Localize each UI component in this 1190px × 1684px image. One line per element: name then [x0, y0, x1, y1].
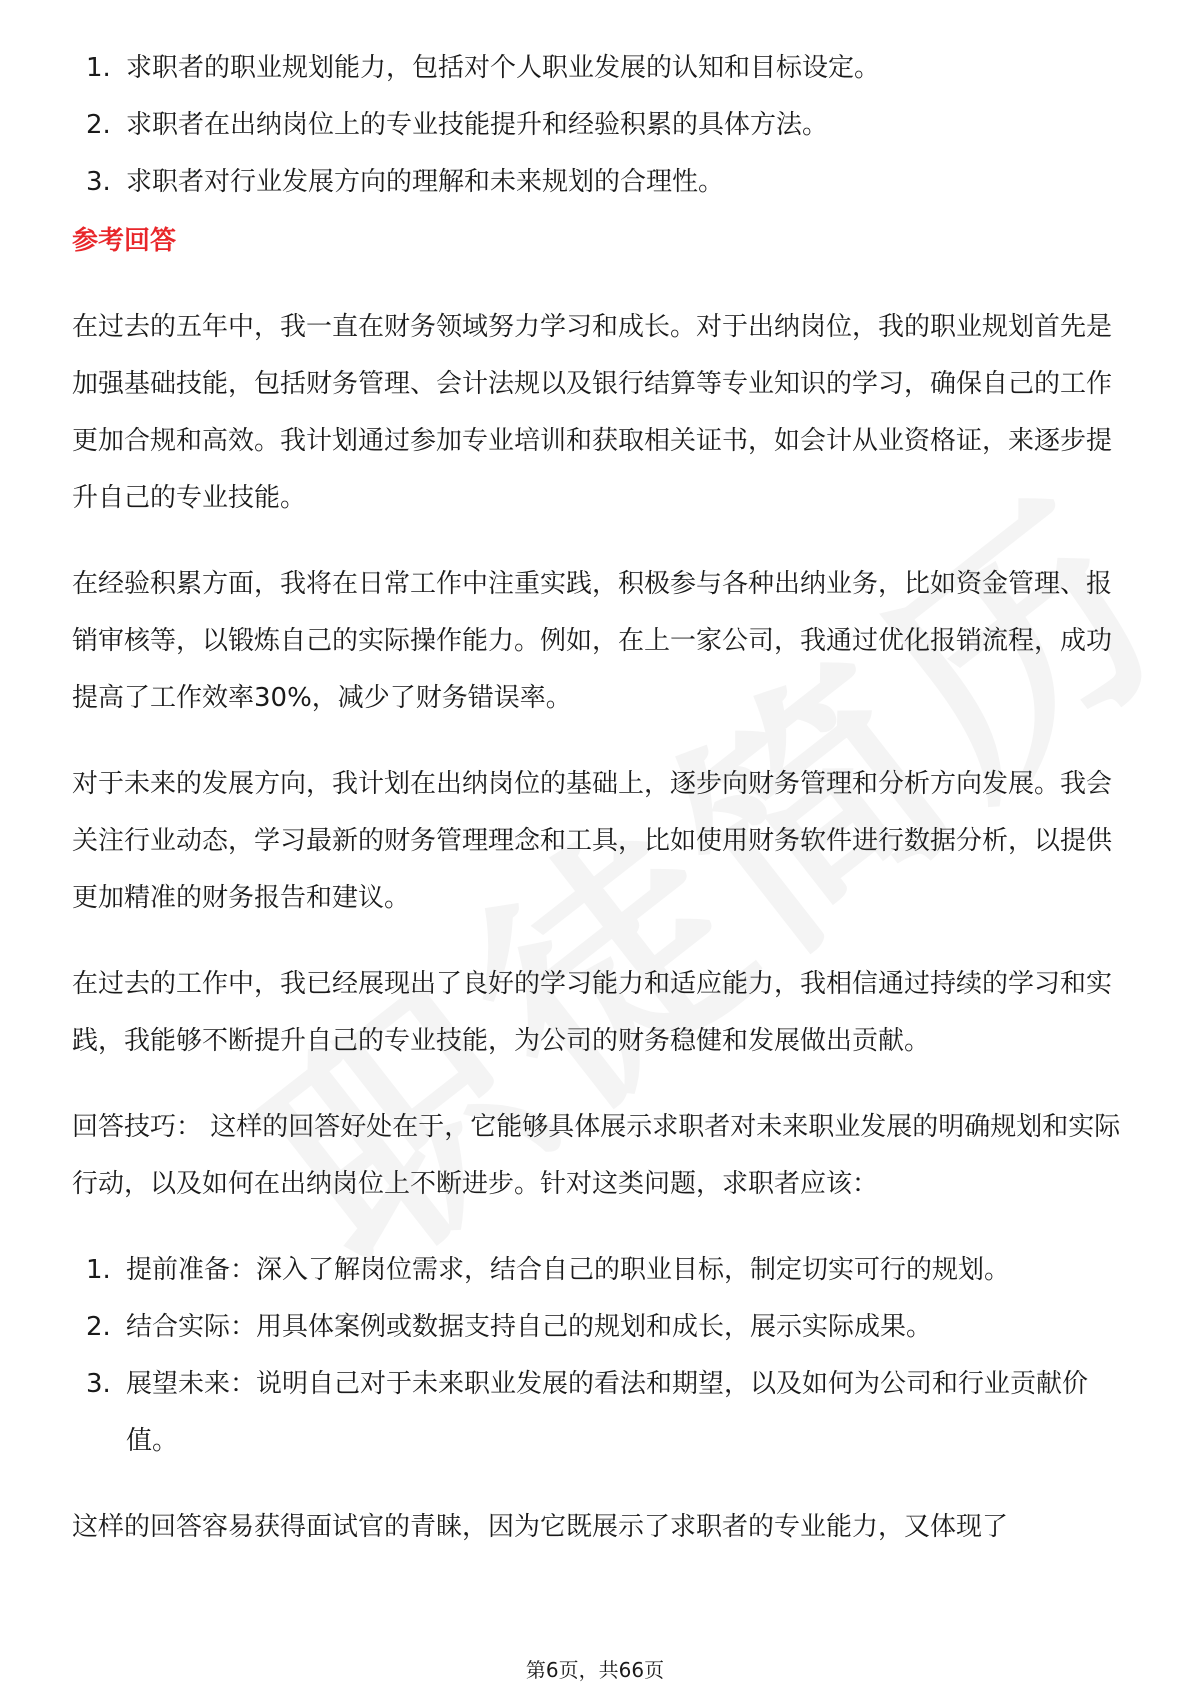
list-item-text: 提前准备：深入了解岗位需求，结合自己的职业目标，制定切实可行的规划。: [126, 1255, 1011, 1285]
answer-paragraph: 在过去的工作中，我已经展现出了良好的学习能力和适应能力，我相信通过持续的学习和实践，我能够不断提升自己的专业技能，为公司的财务稳健和发展做出贡献。: [72, 969, 1113, 1056]
list-item-text: 展望未来：说明自己对于未来职业发展的看法和期望，以及如何为公司和行业贡献价值。: [126, 1369, 1089, 1456]
list-item-text: 求职者在出纳岗位上的专业技能提升和经验积累的具体方法。: [126, 110, 829, 140]
list-item: [72, 154, 1122, 211]
list-item: [72, 1356, 1122, 1470]
answer-paragraph: 在过去的五年中，我一直在财务领域努力学习和成长。对于出纳岗位，我的职业规划首先是加强基础技能，包括财务管理、会计法规以及银行结算等专业知识的学习，确保自己的工作更加合规和高效。我计划通过参加专业培训和获取相关证书，如会计从业资格证，来逐步提升自己的专业技能。: [72, 312, 1113, 513]
evaluation-points-list: [72, 40, 1122, 211]
list-number: 1.: [86, 1255, 111, 1285]
tips-intro-paragraph: 回答技巧： 这样的回答好处在于，它能够具体展示求职者对未来职业发展的明确规划和实际行动，以及如何在出纳岗位上不断进步。针对这类问题，求职者应该：: [72, 1112, 1121, 1199]
answer-paragraph: 在经验积累方面，我将在日常工作中注重实践，积极参与各种出纳业务，比如资金管理、报销审核等，以锻炼自己的实际操作能力。例如，在上一家公司，我通过优化报销流程，成功提高了工作效率30%，减少了财务错误率。: [72, 569, 1113, 713]
list-number: 2.: [86, 110, 111, 140]
list-item: [72, 40, 1122, 97]
answer-paragraph: 对于未来的发展方向，我计划在出纳岗位的基础上，逐步向财务管理和分析方向发展。我会关注行业动态，学习最新的财务管理理念和工具，比如使用财务软件进行数据分析，以提供更加精准的财务报告和建议。: [72, 769, 1113, 913]
page-footer: 第6页，共66页: [525, 1658, 665, 1682]
list-number: 3.: [86, 167, 111, 197]
list-item-text: 求职者的职业规划能力，包括对个人职业发展的认知和目标设定。: [126, 53, 881, 83]
list-number: 2.: [86, 1312, 111, 1342]
section-title: 参考回答: [72, 226, 177, 256]
list-item: [72, 1299, 1122, 1356]
list-item: [72, 97, 1122, 154]
tips-list: [72, 1242, 1122, 1470]
list-number: 1.: [86, 53, 111, 83]
document-body: [72, 40, 1122, 1556]
closing-paragraph: 这样的回答容易获得面试官的青睐，因为它既展示了求职者的专业能力，又体现了: [72, 1512, 1009, 1542]
list-item-text: 结合实际：用具体案例或数据支持自己的规划和成长，展示实际成果。: [126, 1312, 933, 1342]
list-number: 3.: [86, 1369, 111, 1399]
list-item: [72, 1242, 1122, 1299]
list-item-text: 求职者对行业发展方向的理解和未来规划的合理性。: [126, 167, 725, 197]
